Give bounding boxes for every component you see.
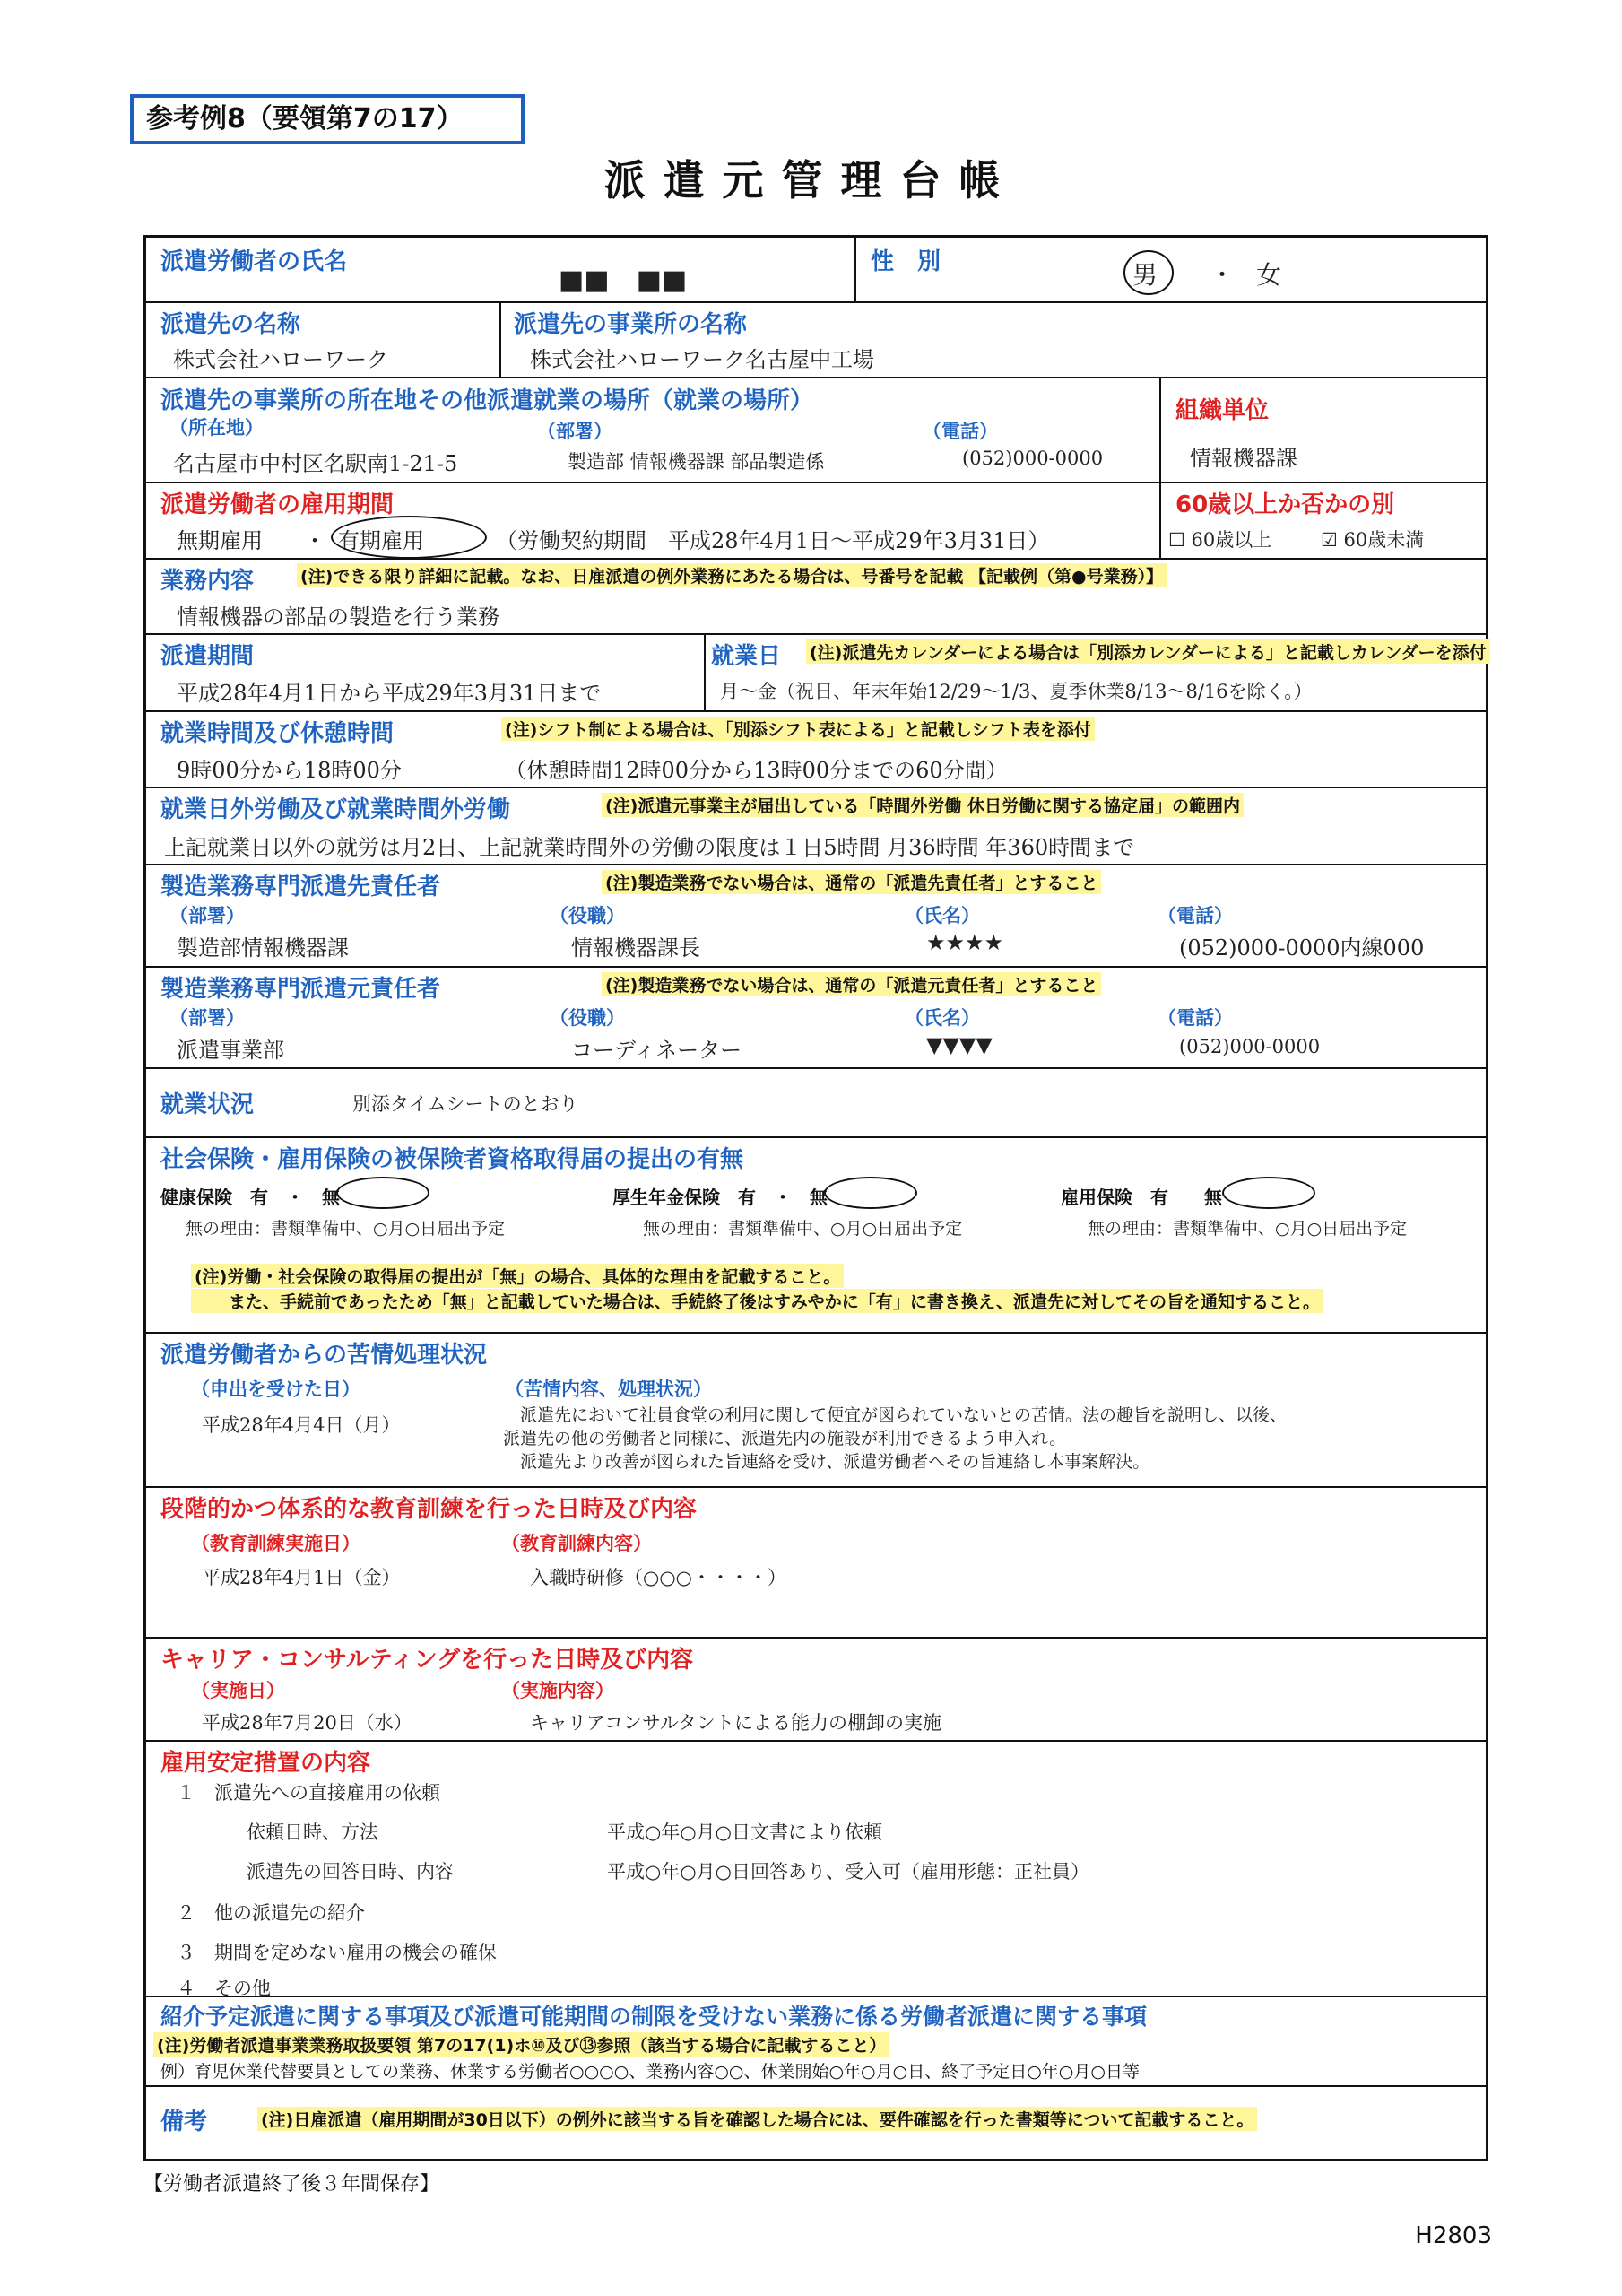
stability-item-1: １ 派遣先への直接雇用の依頼	[177, 1782, 440, 1804]
career-date-label: （実施日）	[191, 1680, 285, 1701]
retention-note: 【労働者派遣終了後３年間保存】	[143, 2173, 440, 2196]
career-content: キャリアコンサルタントによる能力の棚卸の実施	[530, 1712, 942, 1734]
pension-insurance: 厚生年金保険 有 ・ 無	[612, 1187, 828, 1208]
worker-name-label: 派遣労働者の氏名	[160, 248, 348, 275]
gender-label: 性 別	[871, 248, 941, 275]
row-divider	[146, 864, 1488, 865]
insurance-note-1: (注)労働・社会保険の取得届の提出が「無」の場合、具体的な理由を記載すること。	[191, 1264, 844, 1288]
employment-fixed: 有期雇用	[338, 528, 424, 553]
stability-response-label: 派遣先の回答日時、内容	[247, 1861, 454, 1883]
row-divider	[146, 1996, 1488, 1997]
dest-manager-note: (注)製造業務でない場合は、通常の「派遣先責任者」とすること	[602, 870, 1101, 894]
src-manager-label: 製造業務専門派遣元責任者	[160, 976, 441, 1003]
complaint-line-1: 派遣先において社員食堂の利用に関して便宜が図られていないとの苦情。法の趣旨を説明し、以後、	[503, 1405, 1288, 1425]
hours-break: （休憩時間12時00分から13時00分までの60分間）	[505, 758, 1008, 783]
training-date-label: （教育訓練実施日）	[191, 1533, 360, 1554]
career-content-label: （実施内容）	[501, 1680, 614, 1701]
src-manager-role-label: （役職）	[550, 1007, 625, 1029]
age-label: 60歳以上か否かの別	[1175, 491, 1395, 518]
complaint-line-3: 派遣先より改善が図られた旨連絡を受け、派遣労働者へその旨連絡し本事案解決。	[503, 1452, 1150, 1472]
dept-value: 製造部 情報機器課 部品製造係	[568, 451, 825, 473]
row-divider	[146, 710, 1488, 712]
complaint-date-label: （申出を受けた日）	[191, 1378, 360, 1400]
row-divider	[146, 1332, 1488, 1334]
row-divider	[146, 966, 1488, 968]
dest-manager-tel-label: （電話）	[1158, 905, 1233, 926]
dest-manager-dept: 製造部情報機器課	[177, 935, 349, 961]
row-divider	[146, 301, 1488, 303]
intro-note: (注)労働者派遣事業業務取扱要領 第7の17(1)ホ⑩及び⑬参照（該当する場合に記載すること）	[153, 2032, 889, 2057]
col-divider	[499, 301, 501, 377]
insurance-note-2: また、手続前であったため「無」と記載していた場合は、手続終了後はすみやかに「有」に書き換え、派遣先に対してその旨を通知すること。	[191, 1289, 1323, 1313]
stability-item-4: ４ その他	[177, 1978, 271, 1999]
row-divider	[146, 1136, 1488, 1138]
row-divider	[146, 1637, 1488, 1639]
employment-insurance: 雇用保険 有 無	[1061, 1187, 1222, 1208]
business-label: 業務内容	[160, 568, 255, 595]
address-label: （所在地）	[169, 417, 264, 439]
training-label: 段階的かつ体系的な教育訓練を行った日時及び内容	[160, 1496, 698, 1523]
src-manager-dept: 派遣事業部	[177, 1038, 284, 1063]
gender-dot: ・	[1210, 260, 1236, 290]
complaint-date: 平成28年4月4日（月）	[202, 1414, 401, 1436]
workdays-label: 就業日	[711, 643, 782, 670]
gender-female: 女	[1256, 260, 1282, 290]
complaint-label: 派遣労働者からの苦情処理状況	[160, 1342, 488, 1369]
org-unit-label: 組織単位	[1175, 397, 1270, 424]
stability-label: 雇用安定措置の内容	[160, 1750, 371, 1777]
src-manager-tel-label: （電話）	[1158, 1007, 1233, 1029]
row-divider	[146, 633, 1488, 635]
employment-period: （労働契約期間 平成28年4月1日～平成29年3月31日）	[496, 528, 1050, 553]
row-divider	[146, 558, 1488, 560]
dispatch-period-label: 派遣期間	[160, 643, 255, 670]
row-divider	[146, 1486, 1488, 1488]
remarks-label: 備考	[160, 2109, 208, 2135]
col-divider	[1159, 377, 1161, 558]
pension-reason: 無の理由：書類準備中、○月○日届出予定	[643, 1219, 963, 1239]
dest-office-label: 派遣先の事業所の名称	[514, 311, 748, 338]
row-divider	[146, 2085, 1488, 2087]
gender-male: 男	[1132, 260, 1158, 290]
src-manager-note: (注)製造業務でない場合は、通常の「派遣元責任者」とすること	[602, 972, 1101, 996]
dest-name-label: 派遣先の名称	[160, 311, 301, 338]
employment-reason: 無の理由：書類準備中、○月○日届出予定	[1088, 1219, 1408, 1239]
tel-label: （電話）	[923, 421, 998, 442]
remarks-note: (注)日雇派遣（雇用期間が30日以下）の例外に該当する旨を確認した場合には、要件確認を行った書類等について記載すること。	[257, 2107, 1257, 2131]
dispatch-period-value: 平成28年4月1日から平成29年3月31日まで	[177, 681, 602, 706]
row-divider	[146, 377, 1488, 378]
work-status-value: 別添タイムシートのとおり	[352, 1093, 578, 1115]
training-date: 平成28年4月1日（金）	[202, 1567, 401, 1588]
dest-manager-tel: (052)000-0000内線000	[1179, 935, 1425, 961]
overtime-note: (注)派遣元事業主が届出している「時間外労働 休日労働に関する協定届」の範囲内	[602, 793, 1244, 817]
age-under: ☑ 60歳未満	[1321, 529, 1425, 551]
col-divider	[854, 238, 856, 301]
complaint-line-2: 派遣先の他の労働者と同様に、派遣先内の施設が利用できるよう申入れ。	[503, 1429, 1067, 1448]
dest-manager-name-label: （氏名）	[905, 905, 980, 926]
health-reason: 無の理由：書類準備中、○月○日届出予定	[186, 1219, 506, 1239]
col-divider	[704, 633, 706, 710]
complaint-content-label: （苦情内容、処理状況）	[505, 1378, 712, 1400]
hours-value: 9時00分から18時00分	[177, 758, 402, 783]
career-date: 平成28年7月20日（水）	[202, 1712, 412, 1734]
employment-indef: 無期雇用	[177, 528, 263, 553]
src-manager-name-label: （氏名）	[905, 1007, 980, 1029]
employment-dot: ・	[304, 528, 325, 553]
row-divider	[146, 1740, 1488, 1742]
src-manager-role: コーディネーター	[571, 1038, 742, 1063]
intro-example: 例）育児休業代替要員としての業務、休業する労働者○○○○、業務内容○○、休業開始○年○月○日、終了予定日○年○月○日等	[160, 2062, 1140, 2082]
worker-name-value: ■■ ■■	[559, 265, 688, 296]
stability-item-2: ２ 他の派遣先の紹介	[177, 1902, 365, 1924]
row-divider	[146, 1067, 1488, 1069]
business-value: 情報機器の部品の製造を行う業務	[177, 604, 499, 630]
row-divider	[146, 787, 1488, 788]
overtime-label: 就業日外労働及び就業時間外労働	[160, 796, 511, 823]
src-manager-name: ▼▼▼▼	[926, 1032, 993, 1057]
stability-response: 平成○年○月○日回答あり、受入可（雇用形態：正社員）	[607, 1861, 1089, 1883]
employment-label: 派遣労働者の雇用期間	[160, 491, 395, 518]
hours-note: (注)シフト制による場合は、「別添シフト表による」と記載しシフト表を添付	[501, 717, 1095, 741]
insurance-label: 社会保険・雇用保険の被保険者資格取得届の提出の有無	[160, 1146, 744, 1173]
dest-office-value: 株式会社ハローワーク名古屋中工場	[530, 347, 874, 372]
employment-circle	[331, 516, 487, 559]
pension-circle	[824, 1177, 917, 1209]
org-unit-value: 情報機器課	[1190, 446, 1297, 471]
age-over: ☐ 60歳以上	[1168, 529, 1272, 551]
dest-manager-name: ★★★★	[926, 930, 1004, 955]
health-insurance: 健康保険 有 ・ 無	[160, 1187, 340, 1208]
career-label: キャリア・コンサルティングを行った日時及び内容	[160, 1647, 694, 1674]
business-note: (注)できる限り詳細に記載。なお、日雇派遣の例外業務にあたる場合は、号番号を記載 【記載例（第●号業務）】	[297, 563, 1167, 587]
workdays-note: (注)派遣先カレンダーによる場合は「別添カレンダーによる」と記載しカレンダーを添付	[806, 639, 1490, 664]
row-divider	[146, 482, 1488, 483]
src-manager-dept-label: （部署）	[169, 1007, 245, 1029]
dest-name-value: 株式会社ハローワーク	[173, 347, 388, 372]
stability-item-3: ３ 期間を定めない雇用の機会の確保	[177, 1942, 497, 1963]
gender-circle	[1123, 250, 1174, 295]
page-title: 派遣元管理台帳	[603, 156, 1019, 204]
dest-manager-label: 製造業務専門派遣先責任者	[160, 874, 441, 900]
hours-label: 就業時間及び休憩時間	[160, 720, 395, 747]
reference-tag: 参考例8（要領第7の17）	[130, 94, 525, 144]
dept-label: （部署）	[537, 421, 612, 442]
training-content: 入職時研修（○○○・・・・）	[530, 1567, 786, 1588]
address-value: 名古屋市中村区名駅南1-21-5	[173, 451, 458, 476]
training-content-label: （教育訓練内容）	[501, 1533, 652, 1554]
overtime-value: 上記就業日以外の就労は月2日、上記就業時間外の労働の限度は１日5時間 月36時間 年360時間まで	[164, 835, 1135, 860]
stability-request-label: 依頼日時、方法	[247, 1822, 378, 1843]
employment-ins-circle	[1222, 1177, 1315, 1209]
place-label: 派遣先の事業所の所在地その他派遣就業の場所（就業の場所）	[160, 387, 814, 414]
stability-request: 平成○年○月○日文書により依頼	[607, 1822, 882, 1843]
workdays-value: 月～金（祝日、年末年始12/29～1/3、夏季休業8/13～8/16を除く。）	[720, 681, 1313, 702]
intro-label: 紹介予定派遣に関する事項及び派遣可能期間の制限を受けない業務に係る労働者派遣に関する事項	[160, 2004, 1148, 2030]
ledger-form	[143, 235, 1488, 2161]
work-status-label: 就業状況	[160, 1091, 255, 1118]
dest-manager-role: 情報機器課長	[571, 935, 700, 961]
document-code: H2803	[1415, 2222, 1492, 2249]
src-manager-tel: (052)000-0000	[1179, 1036, 1321, 1057]
health-circle	[336, 1177, 429, 1209]
dest-manager-dept-label: （部署）	[169, 905, 245, 926]
tel-value: (052)000-0000	[962, 448, 1104, 469]
dest-manager-role-label: （役職）	[550, 905, 625, 926]
